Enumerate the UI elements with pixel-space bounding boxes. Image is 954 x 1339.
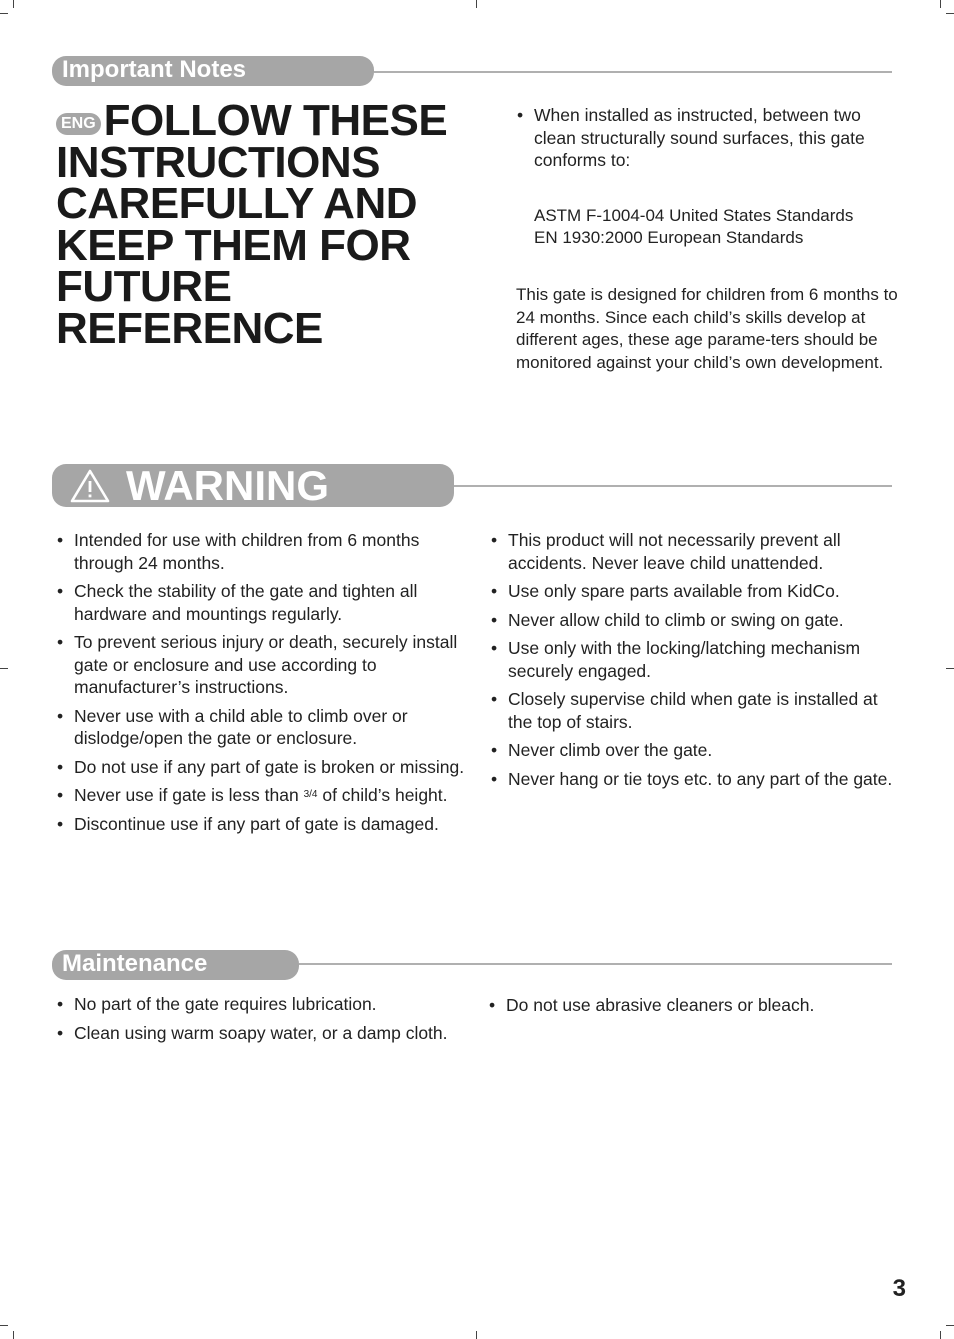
standard-astm: ASTM F-1004-04 United States Standards	[534, 206, 854, 225]
warning-item: • Never use with a child able to climb over or dislodge/open the gate or enclosure.	[56, 705, 468, 750]
warning-item-height	[56, 784, 468, 807]
height-text-before: Never use if gate is less than	[74, 785, 304, 805]
section-header-maintenance: Maintenance	[52, 950, 299, 980]
warning-item: • Never allow child to climb or swing on gate.	[490, 609, 902, 632]
height-text-after: of child’s height.	[317, 785, 448, 805]
warning-item: • Do not use if any part of gate is broken or missing.	[56, 756, 468, 779]
maintenance-list-left	[56, 993, 468, 1050]
standard-en: EN 1930:2000 European Standards	[534, 228, 804, 247]
age-note: This gate is designed for children from 6 months to 24 months. Since each child’s skills develop at different ages, these age parame-ters should be monitored against your child’s own development.	[516, 285, 898, 372]
crop-mark	[940, 1331, 941, 1339]
warning-item: • Closely supervise child when gate is installed at the top of stairs.	[490, 688, 902, 733]
maintenance-item: • Clean using warm soapy water, or a damp cloth.	[56, 1022, 468, 1045]
crop-mark	[0, 13, 8, 14]
maintenance-rule	[299, 963, 892, 965]
warning-list-left	[56, 529, 468, 841]
section-header-important-notes: Important Notes	[52, 56, 374, 86]
crop-mark	[13, 1331, 14, 1339]
crop-mark	[940, 0, 941, 8]
crop-mark	[13, 0, 14, 8]
warning-label: WARNING	[126, 462, 329, 509]
warning-item: • Discontinue use if any part of gate is damaged.	[56, 813, 468, 836]
crop-mark	[946, 668, 954, 669]
standards-intro: • When installed as instructed, between two clean structurally sound surfaces, this gate conforms to:	[516, 104, 900, 172]
warning-item: • Use only with the locking/latching mechanism securely engaged.	[490, 637, 902, 682]
warning-item: • This product will not necessarily prevent all accidents. Never leave child unattended.	[490, 529, 902, 574]
standards-list	[516, 104, 900, 178]
warning-item: • Intended for use with children from 6 months through 24 months.	[56, 529, 468, 574]
crop-mark	[476, 1331, 477, 1339]
maintenance-item: • No part of the gate requires lubrication.	[56, 993, 468, 1016]
language-badge: ENG	[56, 113, 101, 135]
page-title	[56, 96, 496, 353]
warning-item: • Use only spare parts available from KidCo.	[490, 580, 902, 603]
crop-mark	[946, 13, 954, 14]
page-number: 3	[892, 1275, 906, 1302]
maintenance-item: • Do not use abrasive cleaners or bleach.	[488, 994, 900, 1017]
maintenance-list-right	[488, 994, 900, 1023]
section-header-warning	[52, 464, 454, 507]
fraction: 3/4	[303, 789, 318, 800]
title-text: FOLLOW THESE INSTRUCTIONS CAREFULLY AND KEEP THEM FOR FUTURE REFERENCE	[56, 96, 448, 353]
warning-item: • Check the stability of the gate and tighten all hardware and mountings regularly.	[56, 580, 468, 625]
crop-mark	[476, 0, 477, 8]
warning-triangle-icon	[69, 468, 111, 504]
crop-mark	[0, 1325, 8, 1326]
warning-item: • To prevent serious injury or death, securely install gate or enclosure and use according to manufacturer’s instructions.	[56, 631, 468, 699]
header-rule	[374, 71, 892, 73]
crop-mark	[0, 668, 8, 669]
warning-item: • Never climb over the gate.	[490, 739, 902, 762]
warning-list-right	[490, 529, 902, 796]
warning-item: • Never hang or tie toys etc. to any part of the gate.	[490, 768, 902, 791]
crop-mark	[946, 1325, 954, 1326]
warning-rule	[454, 485, 892, 487]
